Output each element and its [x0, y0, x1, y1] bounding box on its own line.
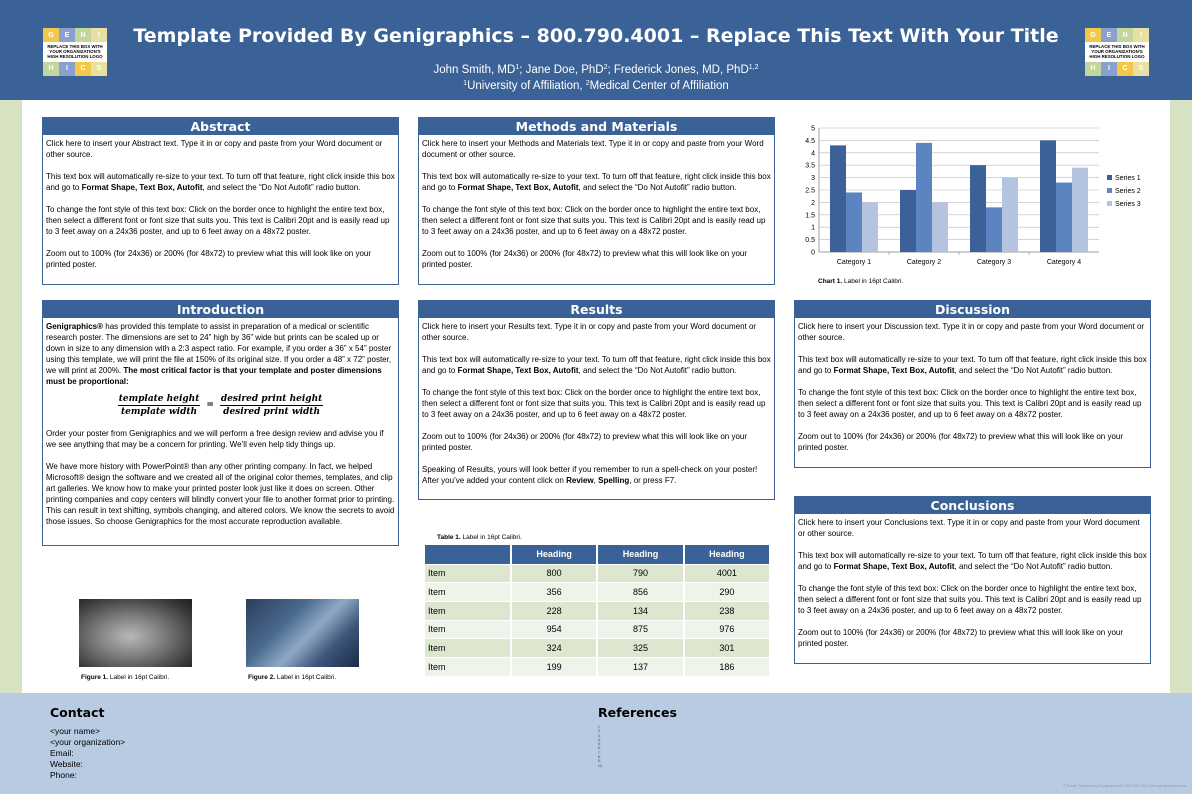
logo-letter: E: [1101, 28, 1117, 42]
table-cell: Item: [425, 657, 511, 676]
author-name: Frederick Jones, MD, PhD: [613, 64, 749, 76]
introduction-paragraph: We have more history with PowerPoint® than any other printing company. In fact, we helped Microsoft® design the software and we created all of the original color themes, templates, and clip art galleries. We know how to make your printed poster look just like it does on screen. Other printing companies and copy centers will blindly convert your file to another format prior to printing. This can result in text shifting, symbols changing, and altered colors. We know the secrets to avoid those issues. So choose Genigraphics for the most accurate reproduction available.: [46, 462, 395, 526]
figure-1-caption: Figure 1. Label in 16pt Calibri.: [81, 674, 170, 681]
results-paragraph: To change the font style of this text box: Click on the border once to highlight the entire text box, then select a different font or font size that suits you. This text is Calibri 20pt and is easily read up to 3 feet away on a 24x36 poster, and up to 6 feet away on a 48x72 poster.: [422, 388, 766, 419]
poster-footer: [0, 693, 1192, 794]
results-body[interactable]: [419, 318, 774, 489]
y-tick-label: 4.5: [805, 137, 815, 145]
affiliation-superscript: 2: [585, 80, 590, 87]
methods-paragraph: This text box will automatically re-size to your text. To turn off that feature, right click inside this box and go to Format Shape, Text Box, Autofit, and select the “Do Not Autofit” radio button.: [422, 172, 771, 192]
discussion-body[interactable]: [795, 318, 1150, 456]
poster-title: Template Provided By Genigraphics – 800.790.4001 – Replace This Text With Your Title: [133, 25, 1059, 47]
affiliation-separator: ,: [579, 80, 586, 92]
table-cell: 199: [511, 657, 597, 676]
y-tick-label: 0: [811, 249, 815, 257]
table-row: [425, 601, 770, 620]
contact-line: Phone:: [50, 770, 77, 780]
x-tick-label: Category 4: [1046, 259, 1082, 266]
conclusions-body[interactable]: [795, 514, 1150, 652]
logo-letter: C: [75, 62, 91, 76]
reference-item: 4.: [598, 737, 601, 742]
bar[interactable]: [970, 165, 986, 252]
conclusions-paragraph: To change the font style of this text box: Click on the border once to highlight the entire text box, then select a different font or font size that suits you. This text is Calibri 20pt and is easily read up to 3 feet away on a 24x36 poster, and up to 6 feet away on a 48x72 poster.: [798, 584, 1142, 615]
table-cell: 238: [684, 601, 770, 620]
results-panel: [418, 300, 775, 500]
proportion-formula: $\frac{\text{template height}}{\text{template width}}$ = $\frac{\text{desired print height}}{\text{desired print width}}$: [118, 394, 323, 417]
introduction-paragraph: Genigraphics® has provided this template to assist in preparation of a medical or scientific research poster. The dimensions are set to 24” high by 36” wide but prints can be scaled up or down in size to any dimension with a 2:3 aspect ratio. For example, if you order a 36” x 54” poster using this template, we will print the file at 150% of its original size. If you order a 48” x 72” poster, we will print at 200%. The most critical factor is that your template and poster dimensions must be proportional:: [46, 322, 392, 386]
y-tick-label: 3: [811, 175, 815, 183]
table-cell: 301: [684, 639, 770, 658]
table-cell: 290: [684, 583, 770, 602]
table-cell: Item: [425, 564, 511, 583]
introduction-paragraph: Order your poster from Genigraphics and we will perform a free design review and advise you if we see anything that may be a concern for printing. We’ll even help tidy things up.: [46, 429, 384, 449]
author-name: Jane Doe, PhD: [525, 64, 604, 76]
results-paragraph: Speaking of Results, yours will look better if you remember to run a spell-check on your poster! After you’ve added your content click on Review, Spelling, or press F7.: [422, 465, 758, 485]
table-cell: 800: [511, 564, 597, 583]
table-body: [425, 564, 770, 676]
table-cell: 228: [511, 601, 597, 620]
table-cell: 790: [597, 564, 683, 583]
abstract-panel: [42, 117, 399, 285]
logo-placeholder-right: [1085, 28, 1149, 76]
y-tick-label: 0.5: [805, 237, 815, 245]
introduction-panel: [42, 300, 399, 546]
bar[interactable]: [862, 202, 878, 252]
conclusions-paragraph: Click here to insert your Conclusions text. Type it in or copy and paste from your Word document or other source.: [798, 518, 1140, 538]
methods-paragraph: To change the font style of this text box: Click on the border once to highlight the entire text box, then select a different font or font size that suits you. This text is Calibri 20pt and is easily read up to 3 feet away on a 24x36 poster, and up to 6 feet away on a 48x72 poster.: [422, 205, 766, 236]
figure-2-caption: Figure 2. Label in 16pt Calibri.: [248, 674, 337, 681]
discussion-paragraph: To change the font style of this text box: Click on the border once to highlight the entire text box, then select a different font or font size that suits you. This text is Calibri 20pt and is easily read up to 3 feet away on a 24x36 poster, and up to 6 feet away on a 48x72 poster.: [798, 388, 1142, 419]
table-row: [425, 564, 770, 583]
methods-panel: [418, 117, 775, 285]
table-row: [425, 639, 770, 658]
bar[interactable]: [830, 145, 846, 252]
table-caption: Table 1. Label in 16pt Calibri.: [437, 534, 522, 541]
bar[interactable]: [846, 192, 862, 252]
conclusions-panel: [794, 496, 1151, 664]
table-cell: 856: [597, 583, 683, 602]
x-tick-label: Category 1: [836, 259, 872, 266]
table-row: [425, 583, 770, 602]
reference-item: 5.: [598, 742, 601, 747]
contact-line: <your name>: [50, 726, 101, 736]
table-row: [425, 657, 770, 676]
discussion-panel: [794, 300, 1151, 468]
affiliation-name: University of Affiliation: [467, 80, 580, 92]
reference-item: 6.: [598, 746, 601, 751]
x-tick-label: Category 2: [906, 259, 942, 266]
table-cell: Item: [425, 583, 511, 602]
introduction-body[interactable]: [43, 318, 398, 530]
discussion-paragraph: Zoom out to 100% (for 24x36) or 200% (for 48x72) to preview what this will look like on your printed poster.: [798, 432, 1124, 452]
contact-heading: Contact: [50, 705, 105, 720]
abstract-body[interactable]: [43, 135, 398, 273]
author-separator: ;: [607, 64, 614, 76]
table-header-cell: Heading: [684, 545, 770, 564]
author-superscript: 1: [515, 64, 520, 71]
author-list: [0, 64, 1192, 76]
legend-label: Series 1: [1115, 175, 1141, 182]
results-heading: Results: [419, 301, 774, 318]
contact-info[interactable]: [50, 726, 125, 781]
table-cell: 4001: [684, 564, 770, 583]
table-cell: 325: [597, 639, 683, 658]
methods-body[interactable]: [419, 135, 774, 273]
contact-line: Email:: [50, 748, 74, 758]
y-tick-label: 1.5: [805, 212, 815, 220]
results-paragraph: Click here to insert your Results text. Type it in or copy and paste from your Word document or other source.: [422, 322, 757, 342]
affiliation-name: Medical Center of Affiliation: [589, 80, 729, 92]
results-paragraph: Zoom out to 100% (for 24x36) or 200% (for 48x72) to preview what this will look like on your printed poster.: [422, 432, 748, 452]
methods-paragraph: Zoom out to 100% (for 24x36) or 200% (for 48x72) to preview what this will look like on your printed poster.: [422, 249, 748, 269]
author-superscript: 2: [603, 64, 608, 71]
table-cell: 954: [511, 620, 597, 639]
logo-letter: G: [1085, 28, 1101, 42]
logo-letter: I: [1133, 28, 1149, 42]
contact-line: Website:: [50, 759, 83, 769]
discussion-paragraph: Click here to insert your Discussion text. Type it in or copy and paste from your Word document or other source.: [798, 322, 1145, 342]
stethoscope-photo[interactable]: [79, 599, 192, 667]
y-tick-label: 1: [811, 224, 815, 232]
reference-item: 8.: [598, 755, 601, 760]
y-tick-label: 5: [811, 125, 815, 133]
table-cell: Item: [425, 620, 511, 639]
reference-item: 7.: [598, 750, 601, 755]
table-header-row: [425, 545, 770, 564]
bar[interactable]: [1002, 178, 1018, 252]
reference-item: 9.: [598, 759, 601, 764]
logo-letter: H: [43, 62, 59, 76]
legend-swatch: [1107, 175, 1112, 180]
logo-letter: I: [91, 28, 107, 42]
bar[interactable]: [1040, 140, 1056, 252]
copyright-notice: © Poster Template by Genigraphics® 1.800.790.4001 www.genigraphics.com: [1063, 784, 1186, 788]
reference-item: 10.: [598, 763, 603, 768]
discussion-heading: Discussion: [795, 301, 1150, 318]
table-cell: Item: [425, 601, 511, 620]
results-table: [425, 545, 771, 676]
reference-item: 3.: [598, 733, 601, 738]
table-row: [425, 620, 770, 639]
x-tick-label: Category 3: [976, 259, 1012, 266]
logo-placeholder-text: REPLACE THIS BOX WITH YOUR ORGANIZATION'S HIGH RESOLUTION LOGO: [1085, 42, 1149, 62]
conclusions-paragraph: This text box will automatically re-size to your text. To turn off that feature, right click inside this box and go to Format Shape, Text Box, Autofit, and select the “Do Not Autofit” radio button.: [798, 551, 1147, 571]
table-cell: Item: [425, 639, 511, 658]
table-header-cell: Heading: [511, 545, 597, 564]
author-separator: ;: [519, 64, 526, 76]
table-cell: 324: [511, 639, 597, 658]
contact-line: <your organization>: [50, 737, 126, 747]
legend-swatch: [1107, 201, 1112, 206]
logo-letter: G: [43, 28, 59, 42]
table-cell: 976: [684, 620, 770, 639]
logo-letter: N: [75, 28, 91, 42]
introduction-heading: Introduction: [43, 301, 398, 318]
references-list[interactable]: [598, 725, 602, 768]
bar[interactable]: [900, 190, 916, 252]
logo-letter: C: [1117, 62, 1133, 76]
logo-letter: H: [1085, 62, 1101, 76]
y-tick-label: 3.5: [805, 162, 815, 170]
bar[interactable]: [986, 207, 1002, 252]
abstract-paragraph: This text box will automatically re-size to your text. To turn off that feature, right click inside this box and go to Format Shape, Text Box, Autofit, and select the “Do Not Autofit” radio button.: [46, 172, 395, 192]
logo-letter: N: [1117, 28, 1133, 42]
conclusions-paragraph: Zoom out to 100% (for 24x36) or 200% (for 48x72) to preview what this will look like on your printed poster.: [798, 628, 1124, 648]
bar[interactable]: [932, 202, 948, 252]
reference-item: 2.: [598, 729, 601, 734]
abstract-heading: Abstract: [43, 118, 398, 135]
logo-letter: I: [59, 62, 75, 76]
legend-swatch: [1107, 188, 1112, 193]
bar[interactable]: [1056, 183, 1072, 252]
chart-caption: Chart 1. Label in 16pt Calibri.: [818, 278, 904, 285]
author-superscript: 1,2: [748, 64, 759, 71]
results-paragraph: This text box will automatically re-size to your text. To turn off that feature, right click inside this box and go to Format Shape, Text Box, Autofit, and select the “Do Not Autofit” radio button.: [422, 355, 771, 375]
table-header-cell: Heading: [597, 545, 683, 564]
methods-paragraph: Click here to insert your Methods and Materials text. Type it in or copy and paste from your Word document or other source.: [422, 139, 764, 159]
bar-chart: [794, 120, 1154, 270]
reference-item: 1.: [598, 725, 601, 729]
abstract-paragraph: To change the font style of this text box: Click on the border once to highlight the entire text box, then select a different font or font size that suits you. This text is Calibri 20pt and is easily read up to 3 feet away on a 24x36 poster, and up to 6 feet away on a 48x72 poster.: [46, 205, 390, 236]
table-cell: 186: [684, 657, 770, 676]
conclusions-heading: Conclusions: [795, 497, 1150, 514]
table-cell: 137: [597, 657, 683, 676]
table-cell: 875: [597, 620, 683, 639]
legend-label: Series 3: [1115, 201, 1141, 208]
y-tick-label: 2: [811, 199, 815, 207]
table-header-cell: [425, 545, 511, 564]
y-tick-label: 2.5: [805, 187, 815, 195]
logo-letter: I: [1101, 62, 1117, 76]
affiliation-superscript: 1: [463, 80, 468, 87]
logo-letter: S: [1133, 62, 1149, 76]
references-heading: References: [598, 705, 677, 720]
affiliation-list: [0, 80, 1192, 92]
author-name: John Smith, MD: [433, 64, 516, 76]
legend-label: Series 2: [1115, 188, 1141, 195]
abstract-paragraph: Click here to insert your Abstract text. Type it in or copy and paste from your Word document or other source.: [46, 139, 383, 159]
logo-placeholder-text: REPLACE THIS BOX WITH YOUR ORGANIZATION'S HIGH RESOLUTION LOGO: [43, 42, 107, 62]
surgery-photo[interactable]: [246, 599, 359, 667]
abstract-paragraph: Zoom out to 100% (for 24x36) or 200% (for 48x72) to preview what this will look like on your printed poster.: [46, 249, 372, 269]
table-cell: 134: [597, 601, 683, 620]
logo-letter: S: [91, 62, 107, 76]
bar[interactable]: [916, 143, 932, 252]
discussion-paragraph: This text box will automatically re-size to your text. To turn off that feature, right click inside this box and go to Format Shape, Text Box, Autofit, and select the “Do Not Autofit” radio button.: [798, 355, 1147, 375]
y-tick-label: 4: [811, 150, 815, 158]
methods-heading: Methods and Materials: [419, 118, 774, 135]
logo-letter: E: [59, 28, 75, 42]
table-cell: 356: [511, 583, 597, 602]
bar[interactable]: [1072, 168, 1088, 252]
poster-header: [0, 0, 1192, 100]
